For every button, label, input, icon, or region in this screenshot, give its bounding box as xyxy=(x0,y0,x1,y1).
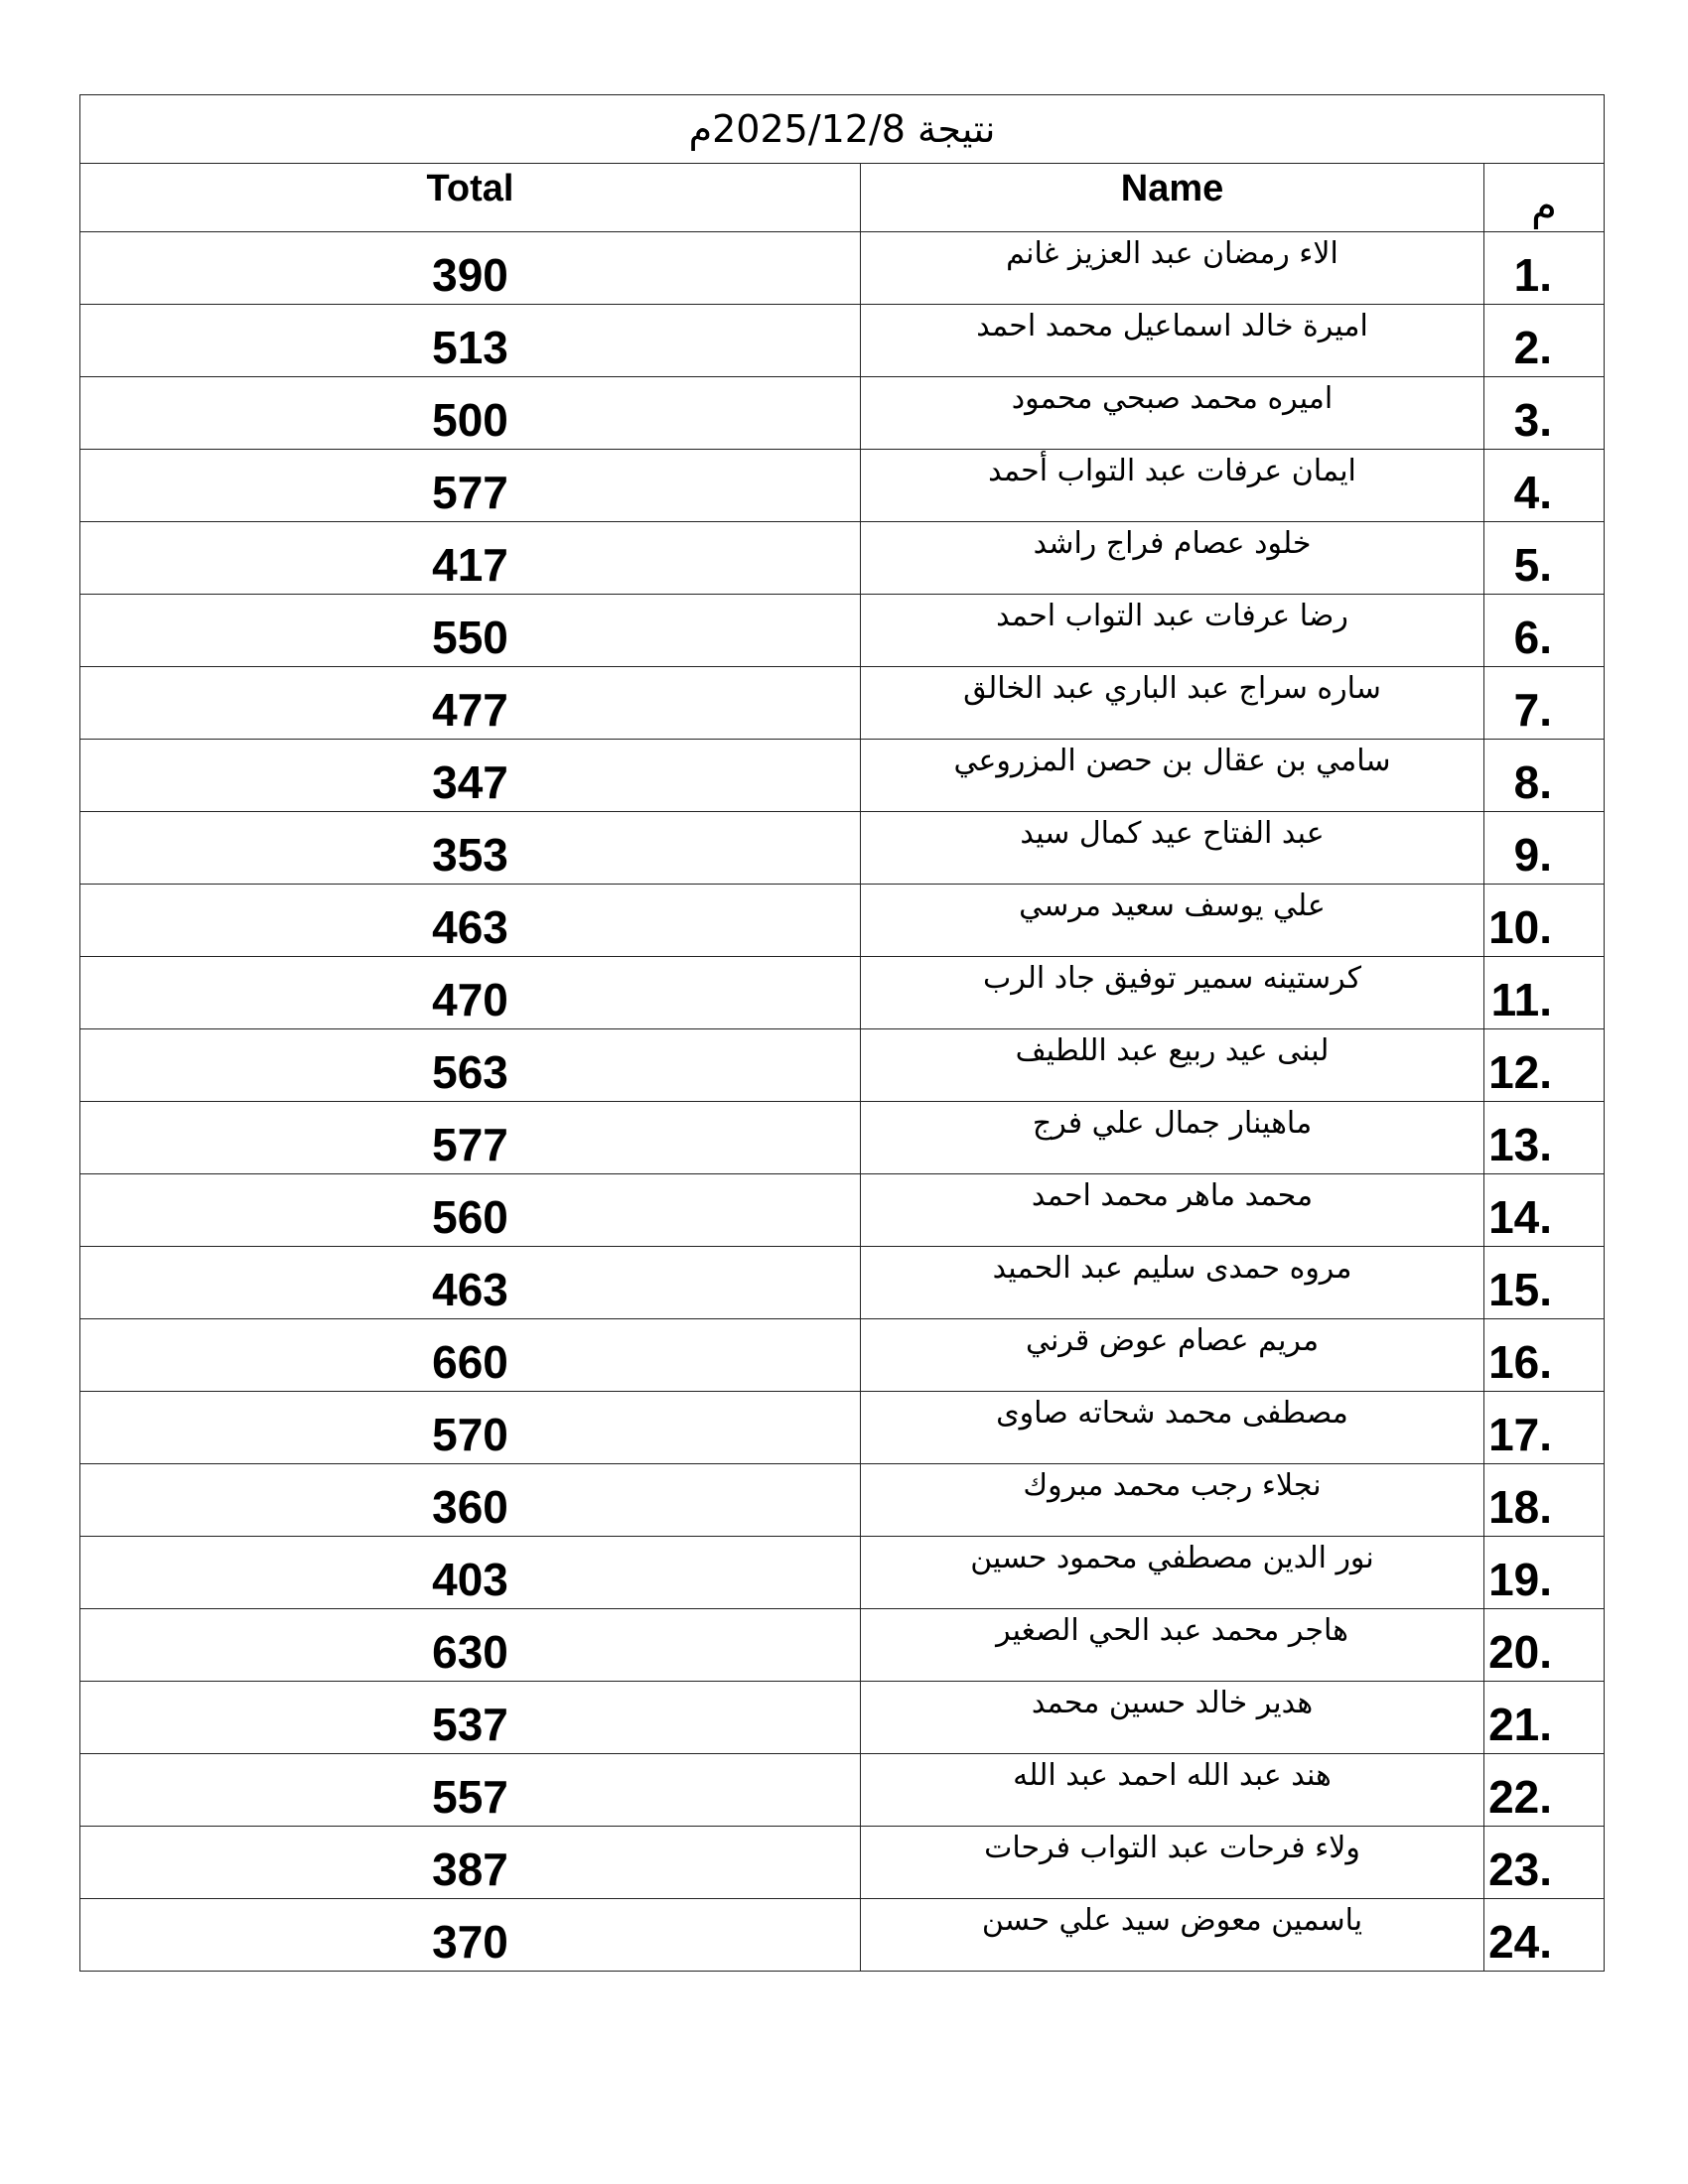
table-row xyxy=(80,1464,1605,1537)
total-cell: 560 xyxy=(80,1174,861,1247)
name-cell: علي يوسف سعيد مرسي xyxy=(861,885,1484,957)
table-row xyxy=(80,522,1605,595)
row-number-cell: 19. xyxy=(1484,1537,1605,1609)
name-cell: اميره محمد صبحي محمود xyxy=(861,377,1484,450)
row-number-cell: 24. xyxy=(1484,1899,1605,1972)
row-number-cell: 16. xyxy=(1484,1319,1605,1392)
name-cell: عبد الفتاح عيد كمال سيد xyxy=(861,812,1484,885)
total-cell: 557 xyxy=(80,1754,861,1827)
row-number-cell: 21. xyxy=(1484,1682,1605,1754)
total-cell: 537 xyxy=(80,1682,861,1754)
name-cell: هاجر محمد عبد الحي الصغير xyxy=(861,1609,1484,1682)
total-cell: 417 xyxy=(80,522,861,595)
row-number-cell: 6. xyxy=(1484,595,1605,667)
total-cell: 463 xyxy=(80,1247,861,1319)
table-row xyxy=(80,1174,1605,1247)
row-number-cell: 7. xyxy=(1484,667,1605,740)
total-cell: 347 xyxy=(80,740,861,812)
title-row xyxy=(80,95,1605,164)
row-number-cell: 15. xyxy=(1484,1247,1605,1319)
total-cell: 360 xyxy=(80,1464,861,1537)
table-row xyxy=(80,1682,1605,1754)
total-cell: 370 xyxy=(80,1899,861,1972)
total-cell: 500 xyxy=(80,377,861,450)
row-number-cell: 5. xyxy=(1484,522,1605,595)
table-row xyxy=(80,1899,1605,1972)
table-row xyxy=(80,740,1605,812)
name-cell: محمد ماهر محمد احمد xyxy=(861,1174,1484,1247)
total-cell: 387 xyxy=(80,1827,861,1899)
name-cell: مريم عصام عوض قرني xyxy=(861,1319,1484,1392)
table-row xyxy=(80,1754,1605,1827)
row-number-cell: 20. xyxy=(1484,1609,1605,1682)
name-cell: نجلاء رجب محمد مبروك xyxy=(861,1464,1484,1537)
total-cell: 470 xyxy=(80,957,861,1029)
table-row xyxy=(80,957,1605,1029)
name-cell: مروه حمدى سليم عبد الحميد xyxy=(861,1247,1484,1319)
name-cell: اميرة خالد اسماعيل محمد احمد xyxy=(861,305,1484,377)
table-row xyxy=(80,450,1605,522)
name-cell: ماهينار جمال علي فرج xyxy=(861,1102,1484,1174)
total-cell: 403 xyxy=(80,1537,861,1609)
table-row xyxy=(80,377,1605,450)
total-cell: 353 xyxy=(80,812,861,885)
name-cell: ايمان عرفات عبد التواب أحمد xyxy=(861,450,1484,522)
name-cell: ياسمين معوض سيد علي حسن xyxy=(861,1899,1484,1972)
name-cell: نور الدين مصطفي محمود حسين xyxy=(861,1537,1484,1609)
total-cell: 660 xyxy=(80,1319,861,1392)
table-row xyxy=(80,667,1605,740)
results-table-body xyxy=(80,95,1605,1972)
total-cell: 513 xyxy=(80,305,861,377)
name-cell: ولاء فرحات عبد التواب فرحات xyxy=(861,1827,1484,1899)
row-number-cell: 8. xyxy=(1484,740,1605,812)
name-cell: هدير خالد حسين محمد xyxy=(861,1682,1484,1754)
table-row xyxy=(80,1102,1605,1174)
total-cell: 477 xyxy=(80,667,861,740)
table-row xyxy=(80,305,1605,377)
header-total: Total xyxy=(80,164,861,232)
table-row xyxy=(80,885,1605,957)
header-name: Name xyxy=(861,164,1484,232)
name-cell: مصطفى محمد شحاته صاوى xyxy=(861,1392,1484,1464)
row-number-cell: 17. xyxy=(1484,1392,1605,1464)
table-row xyxy=(80,1247,1605,1319)
row-number-cell: 9. xyxy=(1484,812,1605,885)
table-row xyxy=(80,1319,1605,1392)
row-number-cell: 12. xyxy=(1484,1029,1605,1102)
row-number-cell: 14. xyxy=(1484,1174,1605,1247)
table-row xyxy=(80,1827,1605,1899)
total-cell: 550 xyxy=(80,595,861,667)
row-number-cell: 10. xyxy=(1484,885,1605,957)
total-cell: 577 xyxy=(80,450,861,522)
row-number-cell: 18. xyxy=(1484,1464,1605,1537)
results-table xyxy=(79,94,1605,1972)
table-row xyxy=(80,1029,1605,1102)
row-number-cell: 1. xyxy=(1484,232,1605,305)
total-cell: 463 xyxy=(80,885,861,957)
row-number-cell: 22. xyxy=(1484,1754,1605,1827)
row-number-cell: 13. xyxy=(1484,1102,1605,1174)
header-number: م xyxy=(1484,164,1605,232)
total-cell: 563 xyxy=(80,1029,861,1102)
table-row xyxy=(80,1537,1605,1609)
name-cell: سامي بن عقال بن حصن المزروعي xyxy=(861,740,1484,812)
total-cell: 390 xyxy=(80,232,861,305)
table-row xyxy=(80,1609,1605,1682)
row-number-cell: 2. xyxy=(1484,305,1605,377)
row-number-cell: 3. xyxy=(1484,377,1605,450)
total-cell: 577 xyxy=(80,1102,861,1174)
table-row xyxy=(80,595,1605,667)
table-row xyxy=(80,812,1605,885)
name-cell: رضا عرفات عبد التواب احمد xyxy=(861,595,1484,667)
name-cell: الاء رمضان عبد العزيز غانم xyxy=(861,232,1484,305)
name-cell: لبنى عيد ربيع عبد اللطيف xyxy=(861,1029,1484,1102)
row-number-cell: 4. xyxy=(1484,450,1605,522)
row-number-cell: 23. xyxy=(1484,1827,1605,1899)
total-cell: 570 xyxy=(80,1392,861,1464)
results-title: نتيجة 2025/12/8م xyxy=(80,95,1605,164)
table-row xyxy=(80,1392,1605,1464)
total-cell: 630 xyxy=(80,1609,861,1682)
name-cell: هند عبد الله احمد عبد الله xyxy=(861,1754,1484,1827)
header-row xyxy=(80,164,1605,232)
name-cell: ساره سراج عبد الباري عبد الخالق xyxy=(861,667,1484,740)
name-cell: خلود عصام فراج راشد xyxy=(861,522,1484,595)
name-cell: كرستينه سمير توفيق جاد الرب xyxy=(861,957,1484,1029)
table-row xyxy=(80,232,1605,305)
row-number-cell: 11. xyxy=(1484,957,1605,1029)
